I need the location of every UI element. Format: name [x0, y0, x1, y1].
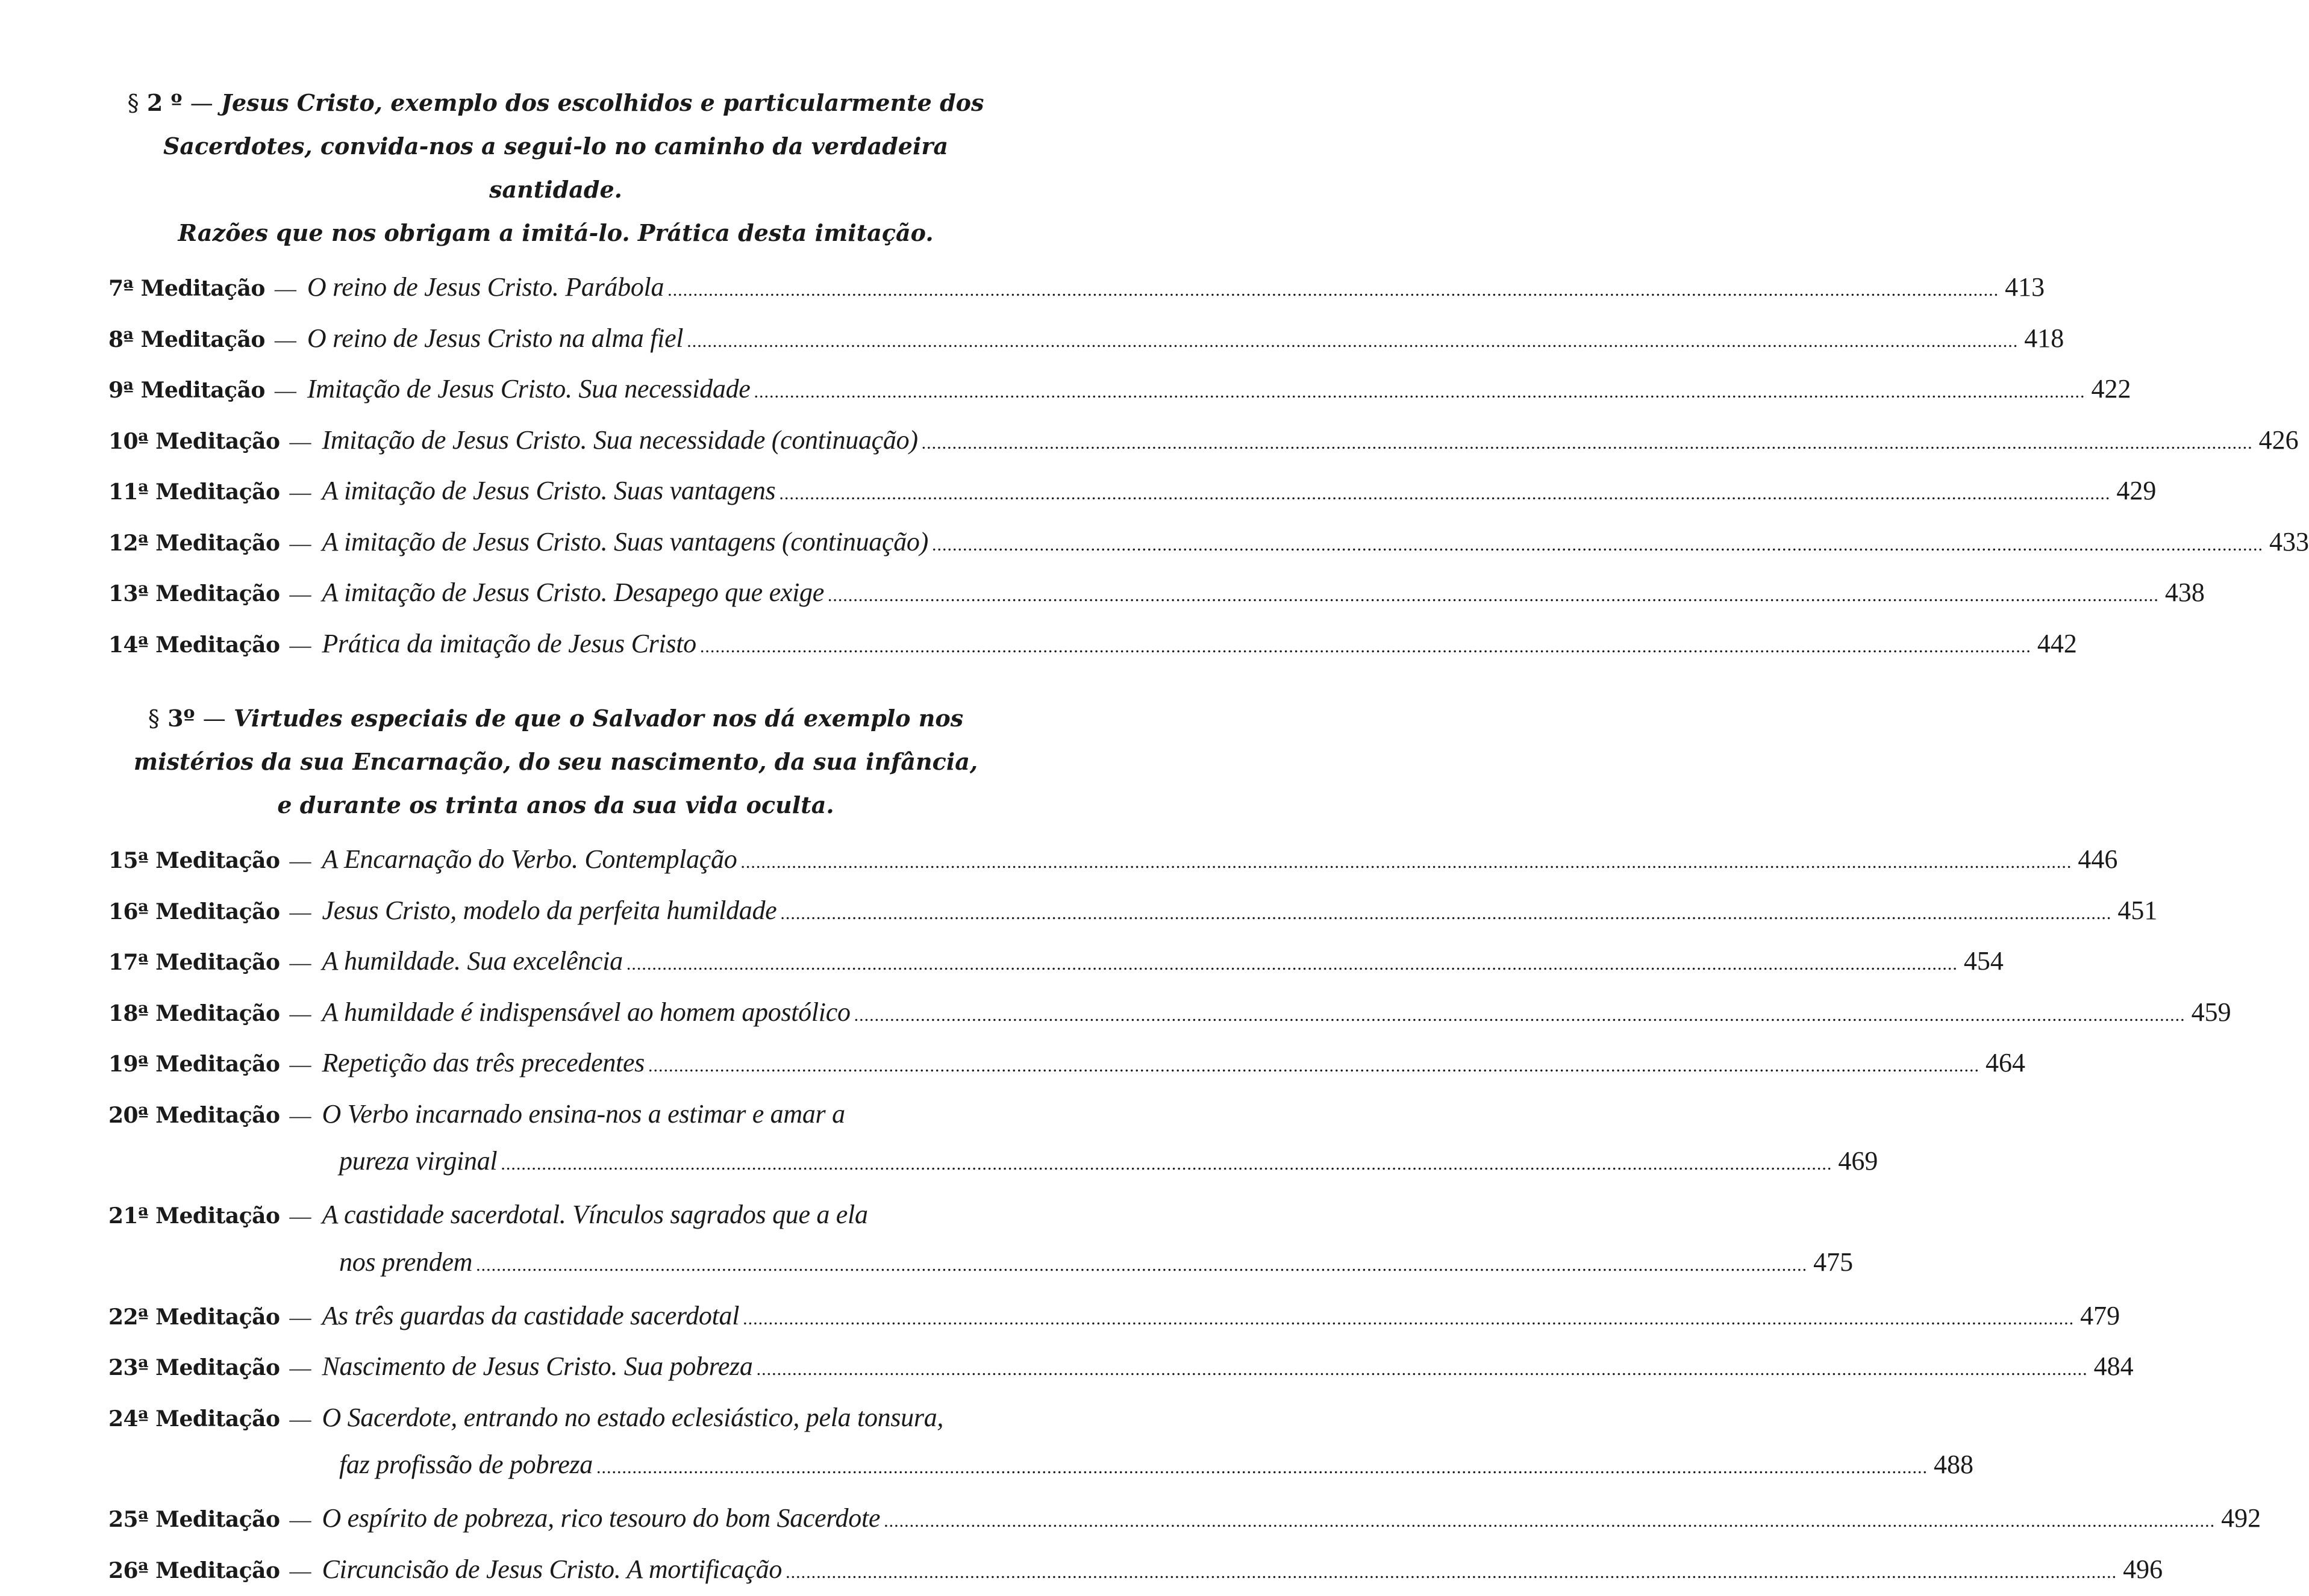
section-2-heading-line-1: [108, 81, 1003, 125]
entry-label: 20ª Meditação: [108, 1092, 280, 1140]
entry-page-number: 475: [1813, 1241, 1853, 1284]
entry-label: 23ª Meditação: [108, 1344, 280, 1392]
entry-page-number: 454: [1964, 937, 2004, 985]
section-3-heading-line-1: [108, 697, 1003, 740]
toc-entry-12[interactable]: [108, 518, 1003, 569]
toc-entry-22[interactable]: [108, 1292, 1003, 1343]
toc-entry-20[interactable]: [108, 1090, 1003, 1186]
entry-title: Nascimento de Jesus Cristo. Sua pobreza: [322, 1342, 752, 1391]
toc-entry-26[interactable]: [108, 1545, 1003, 1596]
toc-page: [108, 81, 1003, 1596]
entry-row-1: [108, 1191, 1003, 1241]
section-3-heading-line-3: e durante os trinta anos da sua vida oculta.: [108, 784, 1003, 827]
dot-leader: [501, 1142, 1832, 1186]
entry-row-2: [108, 1443, 1003, 1489]
dot-leader: [884, 1497, 2215, 1545]
dot-leader: [786, 1548, 2117, 1596]
dot-leader: [740, 838, 2072, 887]
section-2-title-part-1: Jesus Cristo, exemplo dos escolhidos e particularmente dos: [221, 89, 984, 116]
toc-entry-19[interactable]: [108, 1039, 1003, 1090]
entry-title-continued: nos prendem: [339, 1241, 472, 1284]
entry-page-number: 429: [2116, 467, 2156, 515]
dot-leader: [779, 470, 2110, 518]
entry-separator: —: [289, 1192, 311, 1241]
toc-entry-18[interactable]: [108, 988, 1003, 1040]
entry-label: 14ª Meditação: [108, 622, 280, 670]
entry-title: Jesus Cristo, modelo da perfeita humildade: [322, 887, 776, 935]
dot-leader: [922, 419, 2253, 467]
toc-entry-11[interactable]: [108, 467, 1003, 518]
entry-page-number: 496: [2123, 1545, 2163, 1594]
toc-entry-17[interactable]: [108, 937, 1003, 988]
section-symbol: §: [128, 90, 139, 116]
dot-leader: [743, 1295, 2074, 1343]
entry-label: 22ª Meditação: [108, 1294, 280, 1342]
entry-separator: —: [289, 888, 311, 937]
dot-leader: [476, 1244, 1807, 1287]
section-2-heading: [108, 81, 1003, 255]
section-spacer: [108, 670, 1003, 697]
entry-page-number: 451: [2117, 887, 2157, 935]
section-3-heading: [108, 697, 1003, 827]
toc-entry-14[interactable]: [108, 620, 1003, 671]
entry-separator: —: [289, 570, 311, 619]
entry-row-2: [108, 1241, 1003, 1287]
section-number: 2 º: [147, 89, 183, 116]
entry-separator: —: [289, 418, 311, 466]
entry-separator: —: [289, 837, 311, 885]
entry-row-1: [108, 1090, 1003, 1140]
entry-title: Circuncisão de Jesus Cristo. A mortificação: [322, 1545, 782, 1594]
entry-title: O espírito de pobreza, rico tesouro do bom Sacerdote: [322, 1494, 880, 1542]
entry-title: A castidade sacerdotal. Vínculos sagrados que a ela: [322, 1191, 867, 1239]
entry-title: O reino de Jesus Cristo na alma fiel: [307, 314, 683, 363]
entry-label: 25ª Meditação: [108, 1496, 280, 1544]
entry-row-2: [108, 1139, 1003, 1186]
entry-label: 7ª Meditação: [108, 265, 265, 313]
entry-label: 26ª Meditação: [108, 1547, 280, 1595]
entry-separator: —: [289, 1344, 311, 1392]
dot-leader: [780, 890, 2111, 938]
dot-leader: [667, 266, 1999, 314]
entry-label: 13ª Meditação: [108, 570, 280, 619]
entry-title: A imitação de Jesus Cristo. Suas vantagens: [322, 467, 775, 515]
entry-label: 9ª Meditação: [108, 367, 265, 415]
toc-entry-21[interactable]: [108, 1191, 1003, 1287]
toc-entry-16[interactable]: [108, 887, 1003, 938]
dot-leader: [757, 1345, 2088, 1394]
entry-title: O Verbo incarnado ensina-nos a estimar e amar a: [322, 1090, 845, 1138]
entry-title: Prática da imitação de Jesus Cristo: [322, 620, 696, 668]
toc-entry-10[interactable]: [108, 416, 1003, 467]
dot-leader: [828, 572, 2159, 620]
entry-label: 15ª Meditação: [108, 837, 280, 885]
entry-title: Imitação de Jesus Cristo. Sua necessidade: [307, 365, 751, 413]
section-dash: —: [190, 90, 213, 116]
entry-separator: —: [289, 1294, 311, 1342]
entry-page-number: 438: [2165, 569, 2205, 617]
entry-label: 17ª Meditação: [108, 939, 280, 987]
section-symbol: §: [148, 705, 160, 732]
entry-separator: —: [289, 520, 311, 568]
entry-title: A humildade. Sua excelência: [322, 937, 622, 985]
entry-page-number: 464: [1986, 1039, 2025, 1087]
entry-page-number: 459: [2192, 988, 2231, 1036]
entry-title: As três guardas da castidade sacerdotal: [322, 1292, 739, 1340]
dot-leader: [626, 940, 1958, 988]
entry-page-number: 422: [2092, 365, 2131, 413]
toc-entry-13[interactable]: [108, 569, 1003, 620]
entry-title: Repetição das três precedentes: [322, 1039, 645, 1087]
entry-label: 24ª Meditação: [108, 1395, 280, 1444]
section-2-heading-line-2: Sacerdotes, convida-nos a segui-lo no caminho da verdadeira santidade.: [108, 125, 1003, 211]
toc-entry-24[interactable]: [108, 1394, 1003, 1490]
entry-page-number: 469: [1838, 1139, 1878, 1183]
entry-separator: —: [289, 469, 311, 517]
entry-title-continued: pureza virginal: [339, 1139, 497, 1183]
section-2-entries: [108, 263, 1003, 670]
entry-separator: —: [289, 1395, 311, 1444]
dot-leader: [648, 1042, 1979, 1090]
dot-leader: [687, 317, 2018, 366]
dot-leader: [854, 991, 2186, 1040]
entry-title: Imitação de Jesus Cristo. Sua necessidade (continuação): [322, 416, 917, 464]
section-3-entries: [108, 835, 1003, 1596]
entry-label: 12ª Meditação: [108, 520, 280, 568]
entry-separator: —: [289, 1041, 311, 1089]
section-dash: —: [203, 705, 226, 732]
entry-title: A Encarnação do Verbo. Contemplação: [322, 835, 737, 884]
entry-page-number: 484: [2094, 1342, 2134, 1391]
toc-entry-25[interactable]: [108, 1494, 1003, 1545]
entry-separator: —: [275, 316, 296, 364]
entry-title: A imitação de Jesus Cristo. Desapego que exige: [322, 569, 823, 617]
entry-page-number: 446: [2078, 835, 2117, 884]
entry-separator: —: [275, 367, 296, 415]
entry-page-number: 418: [2024, 314, 2064, 363]
entry-title: O reino de Jesus Cristo. Parábola: [307, 263, 664, 311]
section-3-heading-line-2: mistérios da sua Encarnação, do seu nascimento, da sua infância,: [108, 740, 1003, 784]
entry-row-1: [108, 1394, 1003, 1444]
entry-separator: —: [289, 939, 311, 987]
toc-entry-23[interactable]: [108, 1342, 1003, 1394]
entry-separator: —: [289, 1092, 311, 1140]
entry-separator: —: [275, 265, 296, 313]
entry-page-number: 442: [2037, 620, 2077, 668]
entry-page-number: 492: [2221, 1494, 2261, 1542]
dot-leader: [596, 1446, 1928, 1489]
section-2-heading-line-3: Razões que nos obrigam a imitá-lo. Prática desta imitação.: [108, 211, 1003, 255]
entry-separator: —: [289, 1496, 311, 1544]
entry-page-number: 479: [2080, 1292, 2120, 1340]
entry-title: O Sacerdote, entrando no estado eclesiástico, pela tonsura,: [322, 1394, 943, 1442]
section-3-title-part-1: Virtudes especiais de que o Salvador nos dá exemplo nos: [234, 705, 963, 732]
toc-entry-8[interactable]: [108, 314, 1003, 366]
entry-label: 18ª Meditação: [108, 990, 280, 1038]
entry-page-number: 433: [2269, 518, 2309, 566]
entry-page-number: 413: [2005, 263, 2045, 311]
toc-entry-9[interactable]: [108, 365, 1003, 416]
entry-separator: —: [289, 622, 311, 670]
toc-entry-7[interactable]: [108, 263, 1003, 314]
entry-title: A imitação de Jesus Cristo. Suas vantagens (continuação): [322, 518, 928, 566]
section-number: 3º: [167, 705, 195, 732]
dot-leader: [932, 521, 2263, 569]
entry-title-continued: faz profissão de pobreza: [339, 1443, 593, 1486]
entry-title: A humildade é indispensável ao homem apostólico: [322, 988, 850, 1036]
dot-leader: [700, 623, 2031, 671]
entry-separator: —: [289, 990, 311, 1038]
entry-label: 10ª Meditação: [108, 418, 280, 466]
entry-label: 19ª Meditação: [108, 1041, 280, 1089]
toc-entry-15[interactable]: [108, 835, 1003, 887]
entry-separator: —: [289, 1547, 311, 1595]
entry-page-number: 488: [1934, 1443, 1973, 1486]
dot-leader: [754, 368, 2086, 416]
entry-label: 21ª Meditação: [108, 1192, 280, 1241]
entry-label: 11ª Meditação: [108, 469, 280, 517]
entry-label: 16ª Meditação: [108, 888, 280, 937]
entry-page-number: 426: [2259, 416, 2299, 464]
entry-label: 8ª Meditação: [108, 316, 265, 364]
